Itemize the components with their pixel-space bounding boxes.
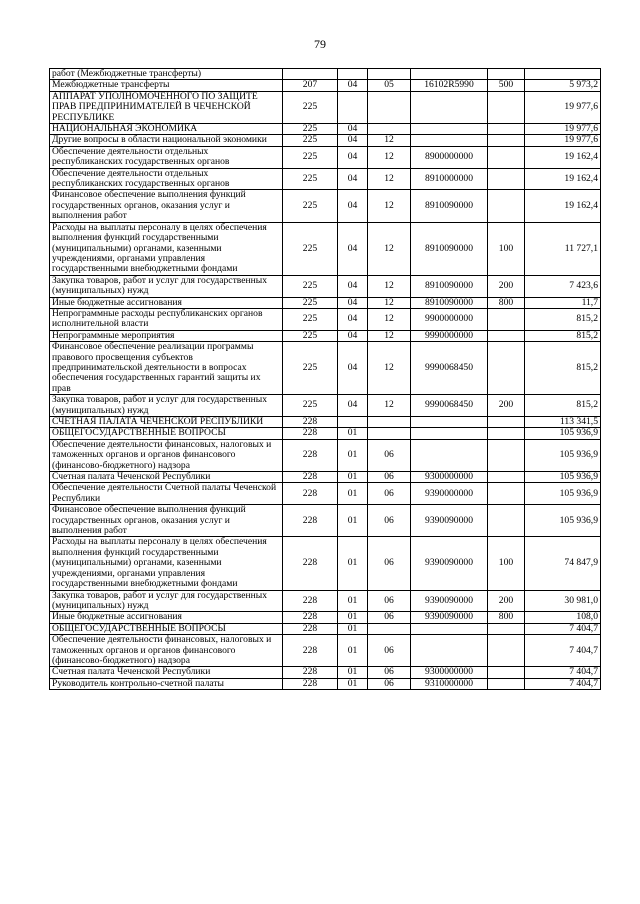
row-section-code: 01	[338, 590, 368, 612]
row-subsection-code: 12	[368, 135, 411, 146]
row-expense-type	[488, 439, 525, 471]
table-row	[50, 69, 601, 80]
row-target-article	[411, 417, 488, 428]
table-row	[50, 612, 601, 623]
row-ved-code: 228	[283, 612, 338, 623]
row-name: ОБЩЕГОСУДАРСТВЕННЫЕ ВОПРОСЫ	[50, 428, 283, 439]
row-target-article: 9310000000	[411, 678, 488, 689]
row-section-code: 01	[338, 635, 368, 667]
row-name: Обеспечение деятельности отдельных республиканских государственных органов	[50, 168, 283, 190]
row-target-article: 9300000000	[411, 472, 488, 483]
table-row	[50, 308, 601, 330]
row-target-article: 9390090000	[411, 612, 488, 623]
row-section-code: 04	[338, 330, 368, 341]
table-body	[50, 69, 601, 690]
row-name: Закупка товаров, работ и услуг для государственных (муниципальных) нужд	[50, 275, 283, 297]
table-row	[50, 190, 601, 222]
row-amount	[525, 69, 601, 80]
row-target-article	[411, 428, 488, 439]
row-subsection-code: 12	[368, 222, 411, 275]
row-name: Расходы на выплаты персоналу в целях обеспечения выполнения функций государственными (муниципальными) органами, казенными учреждениями, органами управления государственными внебюджетными фондами	[50, 537, 283, 590]
row-expense-type: 100	[488, 222, 525, 275]
row-section-code: 01	[338, 472, 368, 483]
row-ved-code: 228	[283, 623, 338, 634]
table-row	[50, 146, 601, 168]
row-subsection-code: 12	[368, 308, 411, 330]
row-amount: 105 936,9	[525, 472, 601, 483]
row-section-code: 04	[338, 190, 368, 222]
table-row	[50, 678, 601, 689]
row-section-code: 01	[338, 678, 368, 689]
row-name: Иные бюджетные ассигнования	[50, 297, 283, 308]
table-row	[50, 472, 601, 483]
table-row	[50, 635, 601, 667]
row-expense-type	[488, 146, 525, 168]
row-section-code: 01	[338, 505, 368, 537]
table-row	[50, 590, 601, 612]
row-expense-type	[488, 505, 525, 537]
row-name: АППАРАТ УПОЛНОМОЧЕННОГО ПО ЗАЩИТЕ ПРАВ ПРЕДПРИНИМАТЕЛЕЙ В ЧЕЧЕНСКОЙ РЕСПУБЛИКЕ	[50, 91, 283, 123]
row-name: Обеспечение деятельности Счетной палаты Чеченской Республики	[50, 483, 283, 505]
row-subsection-code: 06	[368, 635, 411, 667]
table-row	[50, 623, 601, 634]
row-subsection-code	[368, 91, 411, 123]
row-section-code: 04	[338, 135, 368, 146]
row-amount: 815,2	[525, 308, 601, 330]
row-ved-code: 225	[283, 124, 338, 135]
row-target-article: 9390090000	[411, 505, 488, 537]
row-target-article	[411, 635, 488, 667]
row-expense-type	[488, 135, 525, 146]
row-expense-type	[488, 678, 525, 689]
row-subsection-code: 06	[368, 483, 411, 505]
table-row	[50, 439, 601, 471]
row-target-article	[411, 135, 488, 146]
row-name: НАЦИОНАЛЬНАЯ ЭКОНОМИКА	[50, 124, 283, 135]
row-target-article: 16102R5990	[411, 80, 488, 91]
row-section-code: 01	[338, 439, 368, 471]
row-amount: 19 977,6	[525, 135, 601, 146]
row-target-article: 8900000000	[411, 146, 488, 168]
table-row	[50, 342, 601, 395]
table-row	[50, 124, 601, 135]
row-target-article: 8910090000	[411, 275, 488, 297]
table-row	[50, 395, 601, 417]
table-row	[50, 275, 601, 297]
row-amount: 11,7	[525, 297, 601, 308]
row-expense-type	[488, 308, 525, 330]
row-subsection-code: 12	[368, 168, 411, 190]
row-section-code: 04	[338, 308, 368, 330]
row-section-code	[338, 417, 368, 428]
row-expense-type	[488, 428, 525, 439]
row-section-code: 01	[338, 667, 368, 678]
row-section-code: 01	[338, 537, 368, 590]
row-amount: 815,2	[525, 395, 601, 417]
row-amount: 19 162,4	[525, 190, 601, 222]
row-amount: 815,2	[525, 342, 601, 395]
row-section-code	[338, 69, 368, 80]
row-target-article: 9990000000	[411, 330, 488, 341]
row-target-article: 8910090000	[411, 190, 488, 222]
row-amount: 105 936,9	[525, 483, 601, 505]
row-subsection-code	[368, 623, 411, 634]
row-ved-code: 225	[283, 168, 338, 190]
row-expense-type: 200	[488, 275, 525, 297]
row-expense-type: 500	[488, 80, 525, 91]
row-expense-type: 800	[488, 297, 525, 308]
row-section-code	[338, 91, 368, 123]
row-amount: 113 341,5	[525, 417, 601, 428]
row-subsection-code: 06	[368, 537, 411, 590]
row-amount: 7 404,7	[525, 635, 601, 667]
row-subsection-code	[368, 69, 411, 80]
row-amount: 7 423,6	[525, 275, 601, 297]
row-target-article: 9900000000	[411, 308, 488, 330]
row-expense-type	[488, 342, 525, 395]
row-ved-code: 225	[283, 342, 338, 395]
row-name: Иные бюджетные ассигнования	[50, 612, 283, 623]
row-target-article	[411, 69, 488, 80]
row-ved-code: 228	[283, 472, 338, 483]
row-ved-code: 228	[283, 439, 338, 471]
row-subsection-code: 12	[368, 330, 411, 341]
row-expense-type	[488, 635, 525, 667]
row-amount: 19 162,4	[525, 168, 601, 190]
row-name: Руководитель контрольно-счетной палаты	[50, 678, 283, 689]
row-name: СЧЕТНАЯ ПАЛАТА ЧЕЧЕНСКОЙ РЕСПУБЛИКИ	[50, 417, 283, 428]
row-expense-type: 200	[488, 395, 525, 417]
table-row	[50, 330, 601, 341]
row-amount: 108,0	[525, 612, 601, 623]
budget-table	[49, 68, 601, 690]
row-ved-code: 225	[283, 297, 338, 308]
row-expense-type	[488, 417, 525, 428]
row-section-code: 04	[338, 222, 368, 275]
row-section-code: 01	[338, 483, 368, 505]
row-subsection-code: 06	[368, 439, 411, 471]
row-amount: 19 977,6	[525, 124, 601, 135]
row-ved-code: 228	[283, 635, 338, 667]
row-subsection-code	[368, 124, 411, 135]
row-subsection-code: 06	[368, 678, 411, 689]
row-name: Межбюджетные трансферты	[50, 80, 283, 91]
row-ved-code: 228	[283, 428, 338, 439]
row-ved-code: 207	[283, 80, 338, 91]
row-name: Другие вопросы в области национальной экономики	[50, 135, 283, 146]
table-row	[50, 417, 601, 428]
row-amount: 11 727,1	[525, 222, 601, 275]
row-amount: 7 404,7	[525, 678, 601, 689]
row-target-article: 9390000000	[411, 483, 488, 505]
row-ved-code: 225	[283, 190, 338, 222]
row-expense-type	[488, 168, 525, 190]
row-amount: 19 977,6	[525, 91, 601, 123]
row-subsection-code: 12	[368, 297, 411, 308]
row-ved-code: 228	[283, 678, 338, 689]
row-subsection-code: 12	[368, 342, 411, 395]
row-section-code: 04	[338, 146, 368, 168]
row-name: Финансовое обеспечение выполнения функций государственных органов, оказания услуг и выполнения работ	[50, 190, 283, 222]
row-ved-code: 228	[283, 590, 338, 612]
row-section-code: 04	[338, 342, 368, 395]
row-subsection-code: 06	[368, 505, 411, 537]
row-target-article: 8910000000	[411, 168, 488, 190]
row-section-code: 01	[338, 612, 368, 623]
row-target-article: 8910090000	[411, 222, 488, 275]
row-section-code: 04	[338, 275, 368, 297]
row-ved-code: 225	[283, 275, 338, 297]
row-subsection-code: 06	[368, 590, 411, 612]
row-name: Обеспечение деятельности отдельных республиканских государственных органов	[50, 146, 283, 168]
row-section-code: 01	[338, 623, 368, 634]
row-subsection-code: 12	[368, 275, 411, 297]
table-row	[50, 505, 601, 537]
row-subsection-code: 12	[368, 395, 411, 417]
row-section-code: 04	[338, 124, 368, 135]
row-name: работ (Межбюджетные трансферты)	[50, 69, 283, 80]
row-name: Закупка товаров, работ и услуг для государственных (муниципальных) нужд	[50, 590, 283, 612]
table-row	[50, 667, 601, 678]
row-name: Обеспечение деятельности финансовых, налоговых и таможенных органов и органов финансового (финансово-бюджетного) надзора	[50, 439, 283, 471]
table-row	[50, 537, 601, 590]
row-name: Финансовое обеспечение выполнения функций государственных органов, оказания услуг и выполнения работ	[50, 505, 283, 537]
page-number: 79	[314, 37, 326, 51]
row-name: Обеспечение деятельности финансовых, налоговых и таможенных органов и органов финансового (финансово-бюджетного) надзора	[50, 635, 283, 667]
row-target-article	[411, 623, 488, 634]
row-amount: 7 404,7	[525, 623, 601, 634]
row-section-code: 04	[338, 168, 368, 190]
row-ved-code: 228	[283, 417, 338, 428]
row-target-article: 8910090000	[411, 297, 488, 308]
row-ved-code: 228	[283, 537, 338, 590]
row-section-code: 04	[338, 80, 368, 91]
table-row	[50, 297, 601, 308]
row-amount: 7 404,7	[525, 667, 601, 678]
row-ved-code: 225	[283, 308, 338, 330]
row-expense-type	[488, 623, 525, 634]
row-amount: 30 981,0	[525, 590, 601, 612]
row-expense-type: 100	[488, 537, 525, 590]
row-ved-code	[283, 69, 338, 80]
row-ved-code: 225	[283, 330, 338, 341]
table-row	[50, 168, 601, 190]
table-row	[50, 222, 601, 275]
row-amount: 105 936,9	[525, 428, 601, 439]
row-expense-type	[488, 190, 525, 222]
row-expense-type	[488, 124, 525, 135]
table-row	[50, 80, 601, 91]
row-name: Счетная палата Чеченской Республики	[50, 667, 283, 678]
row-ved-code: 228	[283, 483, 338, 505]
table-row	[50, 428, 601, 439]
row-section-code: 04	[338, 395, 368, 417]
row-name: Закупка товаров, работ и услуг для государственных (муниципальных) нужд	[50, 395, 283, 417]
row-subsection-code: 06	[368, 472, 411, 483]
row-ved-code: 225	[283, 146, 338, 168]
row-ved-code: 225	[283, 91, 338, 123]
row-subsection-code: 12	[368, 190, 411, 222]
row-target-article: 9390090000	[411, 590, 488, 612]
row-target-article	[411, 124, 488, 135]
row-name: Расходы на выплаты персоналу в целях обеспечения выполнения функций государственными (муниципальными) органами, казенными учреждениями, органами управления государственными внебюджетными фондами	[50, 222, 283, 275]
row-target-article: 9300000000	[411, 667, 488, 678]
row-amount: 5 973,2	[525, 80, 601, 91]
row-expense-type: 800	[488, 612, 525, 623]
row-ved-code: 228	[283, 667, 338, 678]
row-subsection-code: 06	[368, 612, 411, 623]
row-ved-code: 225	[283, 135, 338, 146]
row-name: Непрограммные мероприятия	[50, 330, 283, 341]
row-target-article	[411, 91, 488, 123]
row-subsection-code: 12	[368, 146, 411, 168]
row-expense-type	[488, 330, 525, 341]
row-subsection-code	[368, 428, 411, 439]
row-expense-type	[488, 483, 525, 505]
row-expense-type	[488, 472, 525, 483]
table-row	[50, 91, 601, 123]
row-target-article: 9990068450	[411, 342, 488, 395]
row-ved-code: 225	[283, 395, 338, 417]
row-name: Счетная палата Чеченской Республики	[50, 472, 283, 483]
row-subsection-code	[368, 417, 411, 428]
row-expense-type	[488, 91, 525, 123]
row-target-article: 9990068450	[411, 395, 488, 417]
row-section-code: 04	[338, 297, 368, 308]
row-target-article: 9390090000	[411, 537, 488, 590]
row-amount: 105 936,9	[525, 439, 601, 471]
row-expense-type	[488, 69, 525, 80]
row-subsection-code: 06	[368, 667, 411, 678]
row-name: ОБЩЕГОСУДАРСТВЕННЫЕ ВОПРОСЫ	[50, 623, 283, 634]
row-section-code: 01	[338, 428, 368, 439]
row-ved-code: 225	[283, 222, 338, 275]
row-amount: 815,2	[525, 330, 601, 341]
row-target-article	[411, 439, 488, 471]
row-amount: 105 936,9	[525, 505, 601, 537]
row-subsection-code: 05	[368, 80, 411, 91]
row-amount: 19 162,4	[525, 146, 601, 168]
row-ved-code: 228	[283, 505, 338, 537]
row-name: Финансовое обеспечение реализации программы правового просвещения субъектов предпринимательской деятельности в вопросах обеспечения государственных гарантий защиты их прав	[50, 342, 283, 395]
row-amount: 74 847,9	[525, 537, 601, 590]
row-name: Непрограммные расходы республиканских органов исполнительной власти	[50, 308, 283, 330]
table-row	[50, 135, 601, 146]
row-expense-type: 200	[488, 590, 525, 612]
row-expense-type	[488, 667, 525, 678]
table-row	[50, 483, 601, 505]
